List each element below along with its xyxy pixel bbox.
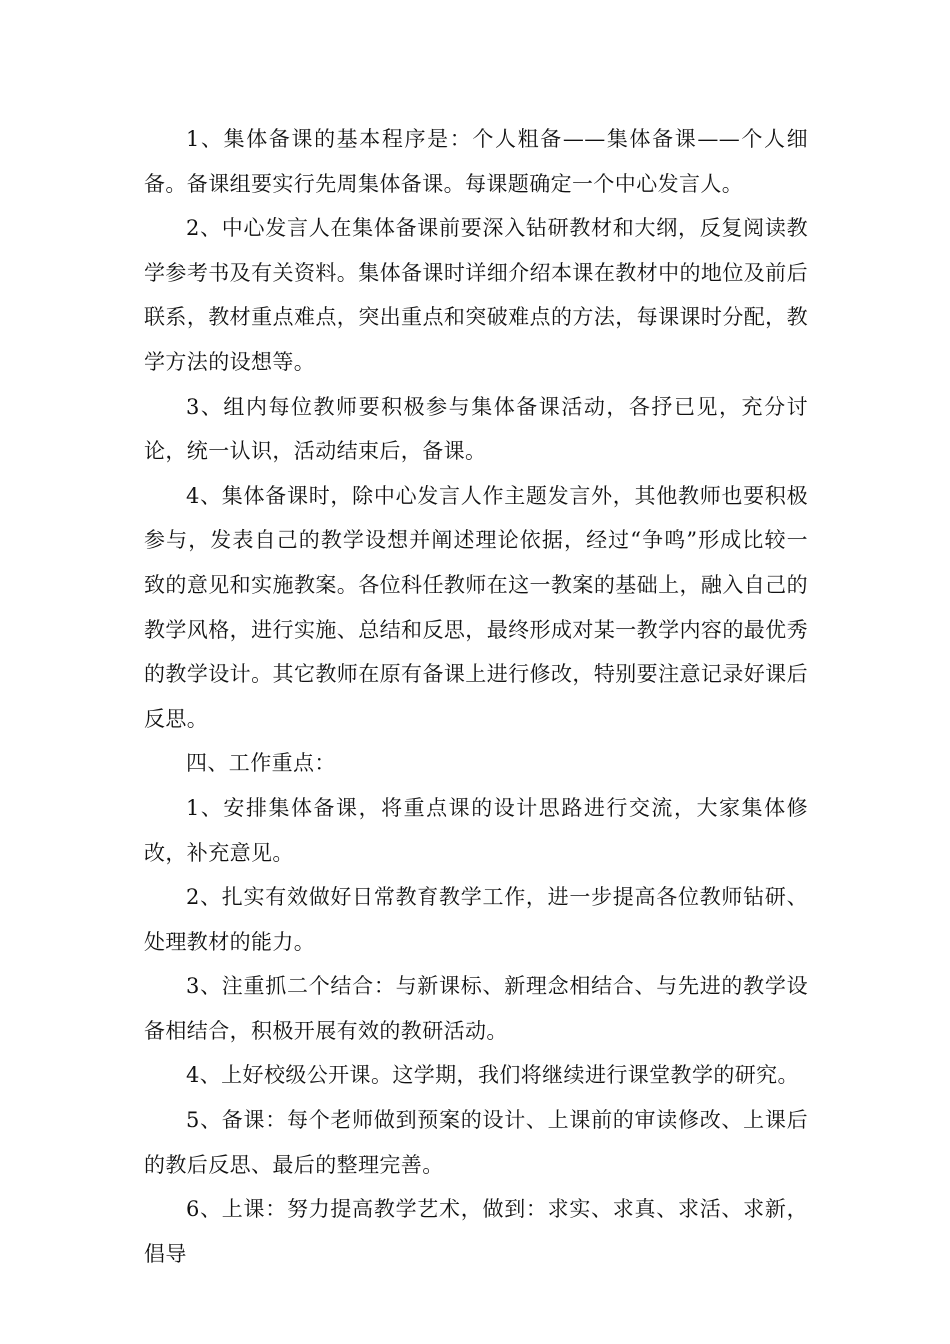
paragraph-9: 5、备课：每个老师做到预案的设计、上课前的审读修改、上课后的教后反思、最后的整理完善。 <box>144 1108 808 1177</box>
paragraph-6: 2、扎实有效做好日常教育教学工作，进一步提高各位教师钻研、处理教材的能力。 <box>144 885 808 954</box>
paragraph-2: 2、中心发言人在集体备课前要深入钻研教材和大纲，反复阅读教学参考书及有关资料。集体备课时详细介绍本课在教材中的地位及前后联系，教材重点难点，突出重点和突破难点的方法，每课课时分配，教学方法的设想等。 <box>144 216 808 374</box>
paragraph-1: 1、集体备课的基本程序是：个人粗备——集体备课——个人细备。备课组要实行先周集体备课。每课题确定一个中心发言人。 <box>144 127 808 196</box>
section-heading-work-focus: 四、工作重点： <box>186 751 336 776</box>
paragraph-4: 4、集体备课时，除中心发言人作主题发言外，其他教师也要积极参与，发表自己的教学设想并阐述理论依据，经过“争鸣”形成比较一致的意见和实施教案。各位科任教师在这一教案的基础上，融入自己的教学风格，进行实施、总结和反思，最终形成对某一教学内容的最优秀的教学设计。其它教师在原有备课上进行修改，特别要注意记录好课后反思。 <box>144 483 808 731</box>
document-body <box>144 117 808 1276</box>
paragraph-10: 6、上课：努力提高教学艺术，做到：求实、求真、求活、求新，倡导 <box>144 1197 808 1266</box>
paragraph-3: 3、组内每位教师要积极参与集体备课活动，各抒已见，充分讨论，统一认识，活动结束后，备课。 <box>144 394 808 464</box>
paragraph-5: 1、安排集体备课，将重点课的设计思路进行交流，大家集体修改，补充意见。 <box>144 795 808 865</box>
paragraph-7: 3、注重抓二个结合：与新课标、新理念相结合、与先进的教学设备相结合，积极开展有效的教研活动。 <box>144 974 808 1043</box>
paragraph-8: 4、上好校级公开课。这学期，我们将继续进行课堂教学的研究。 <box>186 1063 799 1088</box>
